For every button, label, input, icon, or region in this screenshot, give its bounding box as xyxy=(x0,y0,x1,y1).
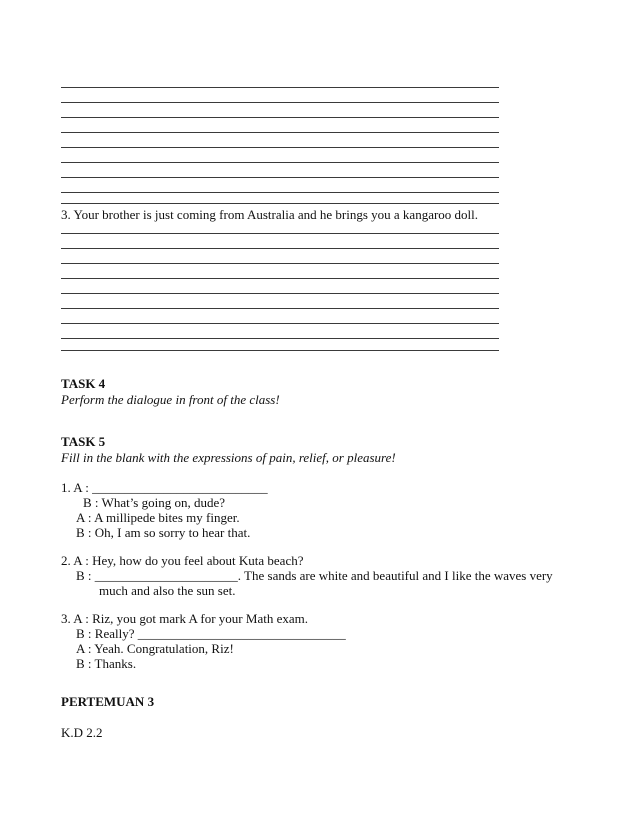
task-5-title: TASK 5 xyxy=(61,434,106,449)
answer-line xyxy=(61,293,499,294)
answer-line xyxy=(61,350,499,351)
dialogue-1-line-1: 1. A : ___________________________ xyxy=(61,480,268,495)
answer-line xyxy=(61,308,499,309)
dialogue-1-line-3: A : A millipede bites my finger. xyxy=(76,510,240,525)
question-3: 3. Your brother is just coming from Australia and he brings you a kangaroo doll. xyxy=(61,207,479,222)
answer-line xyxy=(61,338,499,339)
answer-line xyxy=(61,263,499,264)
dialogue-3-line-4: B : Thanks. xyxy=(76,656,137,671)
kd-label: K.D 2.2 xyxy=(61,725,103,740)
answer-line xyxy=(61,203,499,204)
dialogue-1-line-2: B : What’s going on, dude? xyxy=(83,495,226,510)
answer-line xyxy=(61,177,499,178)
answer-line xyxy=(61,117,499,118)
answer-line xyxy=(61,278,499,279)
dialogue-3-line-2: B : Really? ________________________________ xyxy=(76,626,346,641)
answer-line xyxy=(61,233,499,234)
dialogue-2-line-2: B : ______________________. The sands are white and beautiful and I like the waves very xyxy=(76,568,553,583)
task-5-instruction: Fill in the blank with the expressions of pain, relief, or pleasure! xyxy=(61,450,396,465)
answer-line xyxy=(61,147,499,148)
task-4-instruction: Perform the dialogue in front of the class! xyxy=(61,392,280,407)
answer-line xyxy=(61,248,499,249)
answer-line xyxy=(61,87,499,88)
answer-line xyxy=(61,102,499,103)
answer-line xyxy=(61,162,499,163)
meeting-heading: PERTEMUAN 3 xyxy=(61,694,155,709)
answer-line xyxy=(61,132,499,133)
dialogue-3-line-3: A : Yeah. Congratulation, Riz! xyxy=(76,641,234,656)
answer-line xyxy=(61,192,499,193)
task-4-title: TASK 4 xyxy=(61,376,106,391)
dialogue-3-line-1: 3. A : Riz, you got mark A for your Math exam. xyxy=(61,611,308,626)
dialogue-1-line-4: B : Oh, I am so sorry to hear that. xyxy=(76,525,251,540)
answer-line xyxy=(61,323,499,324)
dialogue-2-line-1: 2. A : Hey, how do you feel about Kuta beach? xyxy=(61,553,304,568)
dialogue-2-line-3: much and also the sun set. xyxy=(99,583,236,598)
